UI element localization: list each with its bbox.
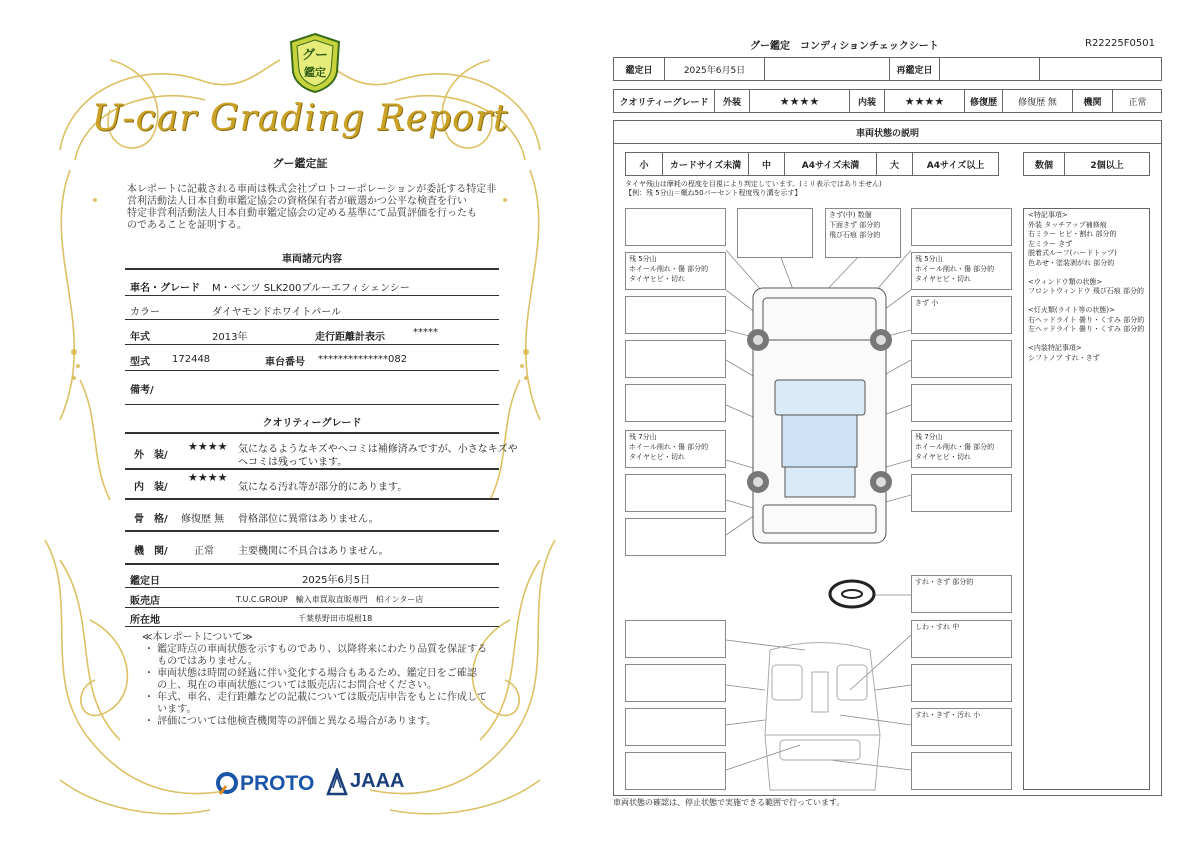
spacer <box>1028 335 1148 345</box>
condition-note: タイヤヒビ・切れ <box>915 453 971 461</box>
statement-line: 営利活動法人日本自動車鑑定協会の資格保有者が厳選かつ公平な検査を行い <box>127 196 467 207</box>
note-line: 左ヘッドライト 曇り・くすみ 部分的 <box>1028 325 1145 333</box>
svg-text:グー: グー <box>301 48 329 63</box>
condition-note: すれ・きず・汚れ 小 <box>915 711 981 719</box>
date-label: 鑑定日 <box>130 576 160 587</box>
special-notes <box>1028 211 1148 363</box>
note-line: 色あせ・塗装剥がれ 部分的 <box>1028 258 1115 267</box>
tire-note-1: タイヤ残山は摩耗の程度を目視により判定しています。(ミリ表示ではありません) <box>625 180 882 188</box>
condition-note: 残 5分山 <box>629 255 657 263</box>
specs-section-title: 車両諸元内容 <box>282 254 342 265</box>
divider <box>125 607 499 608</box>
condition-check-sheet <box>600 0 1200 848</box>
condition-box <box>625 664 726 702</box>
jaaa-logo-icon <box>326 768 348 796</box>
explain-title: 車両状態の説明 <box>855 128 919 139</box>
steering-wheel-icon <box>830 581 874 607</box>
statement-line: のであることを証明する。 <box>127 220 247 231</box>
address-label: 所在地 <box>130 615 160 626</box>
tire-front-left-condition <box>625 252 726 290</box>
color-value: ダイヤモンドホワイトパール <box>212 307 342 318</box>
note-line: <内装特記事項> <box>1028 344 1082 352</box>
condition-note: タイヤヒビ・切れ <box>915 275 971 283</box>
quality-label: クオリティーグレード <box>619 97 709 108</box>
tire-rear-right-condition <box>911 430 1012 468</box>
front-seat-condition <box>911 620 1012 658</box>
chassis-value: **************082 <box>318 354 408 365</box>
legend-small: 小 <box>639 160 649 171</box>
proto-logo-icon <box>216 772 238 796</box>
note-line: ものではありません。 <box>144 656 258 667</box>
sheet-id: R22225F0501 <box>1085 38 1155 49</box>
condition-box <box>737 208 813 258</box>
report-script-title: U-car Grading Report <box>91 98 509 139</box>
condition-box <box>911 340 1012 378</box>
condition-box <box>911 474 1012 512</box>
condition-box <box>625 208 726 246</box>
shop-value: T.U.C.GROUP 輸入車買取直販専門 柏インター店 <box>236 595 424 604</box>
condition-box <box>911 208 1012 246</box>
divider <box>125 468 499 470</box>
condition-box <box>625 708 726 746</box>
divider <box>125 295 499 296</box>
frame-value: 修復歴 無 <box>181 514 225 525</box>
divider <box>125 626 499 627</box>
engine-label: 機 関/ <box>134 546 168 557</box>
condition-note: ホイール削れ・傷 部分的 <box>629 443 709 451</box>
condition-box <box>625 384 726 422</box>
condition-note: 残 7分山 <box>629 433 657 441</box>
spacer <box>1028 268 1148 278</box>
statement-line: 本レポートに記載される車両は株式会社プロトコーポレーションが委託する特定非 <box>127 184 497 195</box>
engine-value: 正常 <box>194 546 214 557</box>
mileage-value: ***** <box>413 327 438 338</box>
condition-note: きず(中) 数個 <box>829 211 872 219</box>
condition-box <box>625 752 726 790</box>
legend-count-desc: 2個以上 <box>1064 153 1149 175</box>
front-center-condition <box>825 208 901 258</box>
condition-note: しわ・すれ 中 <box>915 623 960 631</box>
model-value: 172448 <box>172 354 211 365</box>
condition-box <box>625 620 726 658</box>
quality-section-title: クオリティーグレード <box>262 418 362 429</box>
address-value: 千葉県野田市堤根18 <box>298 614 373 623</box>
note-line: シフトノブ すれ・きず <box>1028 353 1100 362</box>
steering-condition <box>911 575 1012 613</box>
tire-front-right-condition <box>911 252 1012 290</box>
legend-medium-desc: A4サイズ未満 <box>784 153 876 175</box>
name-value: M・ベンツ SLK200ブルーエフィシェンシー <box>212 283 410 294</box>
condition-box <box>911 664 1012 702</box>
ext-label: 外装 <box>714 90 749 112</box>
engine-desc: 主要機関に不具合はありません。 <box>238 546 389 557</box>
condition-note: タイヤヒビ・切れ <box>629 453 685 461</box>
condition-note: 飛び石痕 部分的 <box>829 231 881 239</box>
condition-note: 残 5分山 <box>915 255 943 263</box>
spacer <box>1028 297 1148 307</box>
frame-label: 骨 格/ <box>134 514 168 525</box>
divider <box>125 432 499 434</box>
condition-box <box>625 518 726 556</box>
int-label: 内装 <box>849 90 884 112</box>
legend-large: 大 <box>876 153 912 175</box>
divider <box>125 563 499 565</box>
note-line: ・ 評価については他検査機関等の評価と異なる場合があります。 <box>144 716 437 727</box>
year-value: 2013年 <box>212 332 248 343</box>
year-label: 年式 <box>130 332 150 343</box>
note-line: ・ 車両状態は時間の経過に伴い変化する場合もあるため、鑑定日をご確認 <box>144 668 477 679</box>
exterior-stars: ★★★★ <box>188 440 228 453</box>
divider <box>125 319 499 320</box>
condition-note: きず 小 <box>915 299 939 307</box>
goo-certified-badge-icon <box>287 32 343 94</box>
note-line: います。 <box>144 704 197 715</box>
condition-note: すれ・きず 部分的 <box>915 578 974 586</box>
condition-box <box>625 474 726 512</box>
proto-logo: PROTO <box>240 772 315 795</box>
engine-value: 正常 <box>1112 90 1162 112</box>
note-line: 右ヘッドライト 曇り・くすみ 部分的 <box>1028 315 1145 324</box>
jaaa-logo: JAAA <box>350 770 405 792</box>
divider <box>125 404 499 405</box>
interior-stars: ★★★★ <box>188 471 228 484</box>
divider <box>125 498 499 500</box>
svg-text:鑑定: 鑑定 <box>304 66 326 79</box>
note-line: フロントウィンドウ 飛び石痕 部分的 <box>1028 287 1145 295</box>
mileage-label: 走行距離計表示 <box>315 332 385 343</box>
interior-label: 内 装/ <box>134 482 168 493</box>
chassis-label: 車台番号 <box>265 357 305 368</box>
note-line: <ウィンドウ類の状態> <box>1028 277 1103 286</box>
divider <box>125 268 499 270</box>
statement-line: 特定非営利活動法人日本自動車鑑定協会の定める基準にて品質評価を行ったも <box>127 208 477 219</box>
date-value: 2025年6月5日 <box>302 575 371 586</box>
frame-desc: 骨格部位に異常はありません。 <box>238 514 379 525</box>
condition-note: タイヤヒビ・切れ <box>629 275 685 283</box>
note-line: 右ミラー ヒビ・割れ 部分的 <box>1028 230 1117 238</box>
certificate-statement <box>127 184 497 232</box>
notes-title: ≪本レポートについて≫ <box>142 632 253 643</box>
note-line: 左ミラー きず <box>1028 239 1073 248</box>
repair-label: 修復歴 <box>964 90 1002 112</box>
legend-large-desc: A4サイズ以上 <box>912 153 998 175</box>
exterior-desc-line2: ヘコミは残っています。 <box>238 457 348 468</box>
condition-box <box>911 384 1012 422</box>
tire-note-2: 【例：残 5分山＝概ね50パーセント程度残り溝を示す】 <box>625 189 802 197</box>
condition-box <box>911 752 1012 790</box>
remarks-label: 備考/ <box>130 385 154 396</box>
color-label: カラー <box>130 307 160 318</box>
shop-label: 販売店 <box>130 596 160 607</box>
sheet-title: グー鑑定 コンディションチェックシート <box>750 41 939 52</box>
date-value: 2025年6月5日 <box>664 58 764 80</box>
note-line: 外装 タッチアップ補修痕 <box>1028 220 1107 229</box>
int-stars: ★★★★ <box>884 90 964 112</box>
model-label: 型式 <box>130 357 150 368</box>
name-label: 車名・グレード <box>130 283 200 294</box>
legend-medium: 中 <box>748 153 784 175</box>
note-line: ・ 年式、車名、走行距離などの記載については販売店申告をもとに作成して <box>144 692 487 703</box>
tire-rear-left-condition <box>625 430 726 468</box>
condition-note: 下面きず 部分的 <box>829 221 881 229</box>
condition-note: 残 7分山 <box>915 433 943 441</box>
note-line: <特記事項> <box>1028 211 1068 219</box>
condition-note: ホイール削れ・傷 部分的 <box>915 443 995 451</box>
note-line: ・ 鑑定時点の車両状態を示すものであり、以降将来にわたり品質を保証する <box>144 644 488 655</box>
condition-box <box>625 340 726 378</box>
divider <box>125 530 499 532</box>
footer-note: 車両状態の確認は、停止状態で実施できる範囲で行っています。 <box>613 798 845 807</box>
condition-note: ホイール削れ・傷 部分的 <box>629 265 709 273</box>
exterior-label: 外 装/ <box>134 450 168 461</box>
legend-small-desc: カードサイズ未満 <box>662 153 748 175</box>
interior-desc: 気になる汚れ等が部分的にあります。 <box>238 482 408 493</box>
divider <box>125 370 499 371</box>
note-line: の上、現在の車両状態については販売店にお問合せください。 <box>144 680 437 691</box>
certificate-title: グー鑑定証 <box>272 157 328 170</box>
condition-note: ホイール削れ・傷 部分的 <box>915 265 995 273</box>
redate-label: 再鑑定日 <box>889 58 939 80</box>
right-side-condition <box>911 296 1012 334</box>
engine-label: 機関 <box>1072 90 1112 112</box>
note-line: 脱着式ルーフ(ハードトップ) <box>1028 249 1117 257</box>
divider <box>125 344 499 345</box>
note-line: <灯火類(ライト等の状態)> <box>1028 306 1115 314</box>
condition-box <box>625 296 726 334</box>
repair-value: 修復歴 無 <box>1002 90 1072 112</box>
rear-seat-condition <box>911 708 1012 746</box>
exterior-desc-line1: 気になるようなキズやヘコミは補修済みですが、小さなキズや <box>238 444 518 455</box>
notes-list <box>144 644 487 728</box>
legend-count: 数個 <box>1034 160 1053 171</box>
ext-stars: ★★★★ <box>749 90 849 112</box>
divider <box>125 587 499 588</box>
date-label: 鑑定日 <box>625 65 653 76</box>
